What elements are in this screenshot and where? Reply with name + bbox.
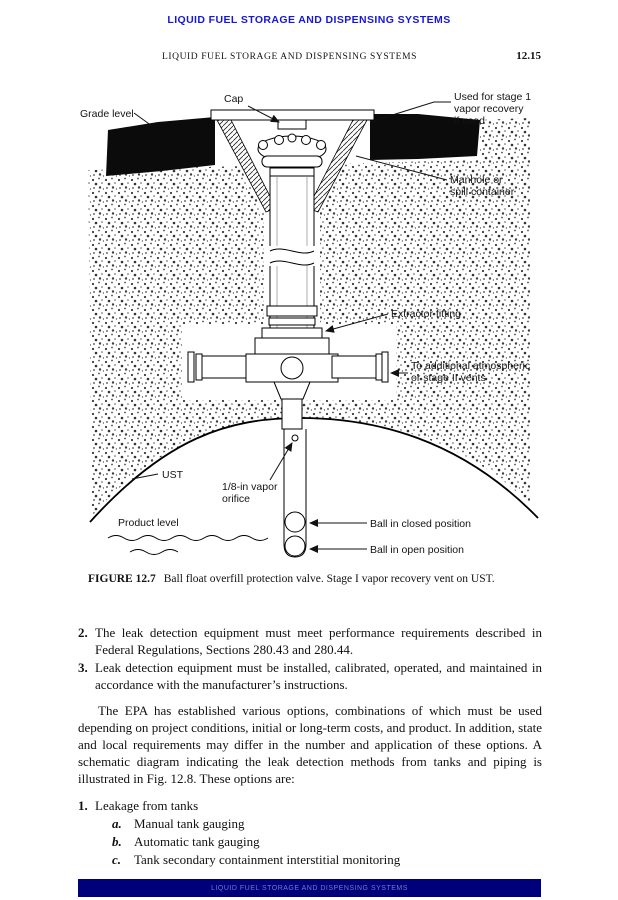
running-header — [78, 52, 541, 66]
label-ust: UST — [162, 469, 183, 481]
list-item-2-number: 2. — [78, 625, 88, 640]
ball-closed — [285, 512, 305, 532]
page-number: 12.15 — [516, 50, 541, 62]
label-manhole-line2: spill container — [450, 186, 515, 198]
sub-item-a — [112, 815, 542, 832]
running-title: LIQUID FUEL STORAGE AND DISPENSING SYSTEMS — [161, 52, 418, 62]
label-manhole-line1: Manhole or — [450, 174, 503, 186]
label-stage1-line1: Used for stage 1 — [454, 91, 532, 103]
vapor-orifice — [292, 435, 298, 441]
sub-item-a-text: Manual tank gauging — [134, 816, 245, 831]
label-stage1-line2: vapor recovery — [454, 103, 524, 115]
sub-item-c — [112, 851, 542, 868]
label-orifice-line1: 1/8-in vapor — [222, 481, 278, 493]
paragraph-epa-options: The EPA has established various options, combinations of which must be used depending on project conditions, initial or long-term costs, and product. In addition, state and local requirements may differ in the number and application of these options. A schematic diagram indicating the leak detection methods from tanks and piping is illustrated in Fig. 12.8. These options are: — [78, 703, 542, 786]
figure-caption-text: Ball float overfill protection valve. Stage I vapor recovery vent on UST. — [163, 573, 495, 585]
label-orifice-line2: orifice — [222, 493, 251, 505]
list-item-3-number: 3. — [78, 660, 88, 675]
sub-item-a-letter: a. — [112, 816, 122, 831]
list-item-1-text: Leakage from tanks — [95, 798, 199, 813]
sub-item-b-text: Automatic tank gauging — [134, 834, 260, 849]
list-item-2 — [78, 624, 542, 658]
label-ball-closed: Ball in closed position — [370, 518, 471, 530]
product-level-wave — [108, 536, 268, 541]
grade-band-left — [106, 117, 215, 176]
banner-title: LIQUID FUEL STORAGE AND DISPENSING SYSTEMS — [167, 14, 451, 26]
body-text — [78, 624, 542, 868]
list-item-3 — [78, 659, 542, 693]
label-vents-line1: To additional atmospheric — [411, 360, 531, 372]
list-item-3-text: Leak detection equipment must be installed, calibrated, operated, and maintained in accordance with the manufacturer’s instructions. — [95, 660, 542, 692]
label-cap: Cap — [224, 93, 244, 105]
label-product-level: Product level — [118, 517, 179, 529]
sub-item-c-text: Tank secondary containment interstitial monitoring — [134, 852, 401, 867]
figure-caption — [88, 572, 540, 586]
figure-12-7-diagram — [78, 86, 540, 568]
list-item-1-number: 1. — [78, 798, 88, 813]
figure-caption-label: FIGURE 12.7 — [88, 573, 156, 585]
ball-float-tube — [284, 429, 306, 557]
list-item-1 — [78, 797, 542, 814]
label-stage1-line3: if used — [454, 115, 485, 127]
label-grade-level: Grade level — [80, 108, 134, 120]
footer-text: LIQUID FUEL STORAGE AND DISPENSING SYSTEMS — [211, 884, 408, 892]
ball-open — [285, 536, 305, 556]
sub-item-b — [112, 833, 542, 850]
sub-item-c-letter: c. — [112, 852, 122, 867]
footer-bar — [78, 879, 541, 897]
sub-item-b-letter: b. — [112, 834, 122, 849]
list-item-2-text: The leak detection equipment must meet performance requirements described in Federal Regulations, Sections 280.43 and 280.44. — [95, 625, 542, 657]
label-extractor-fitting: Extractor fitting — [391, 308, 462, 320]
label-vents-line2: or stage II vents — [411, 372, 486, 384]
label-ball-open: Ball in open position — [370, 544, 464, 556]
